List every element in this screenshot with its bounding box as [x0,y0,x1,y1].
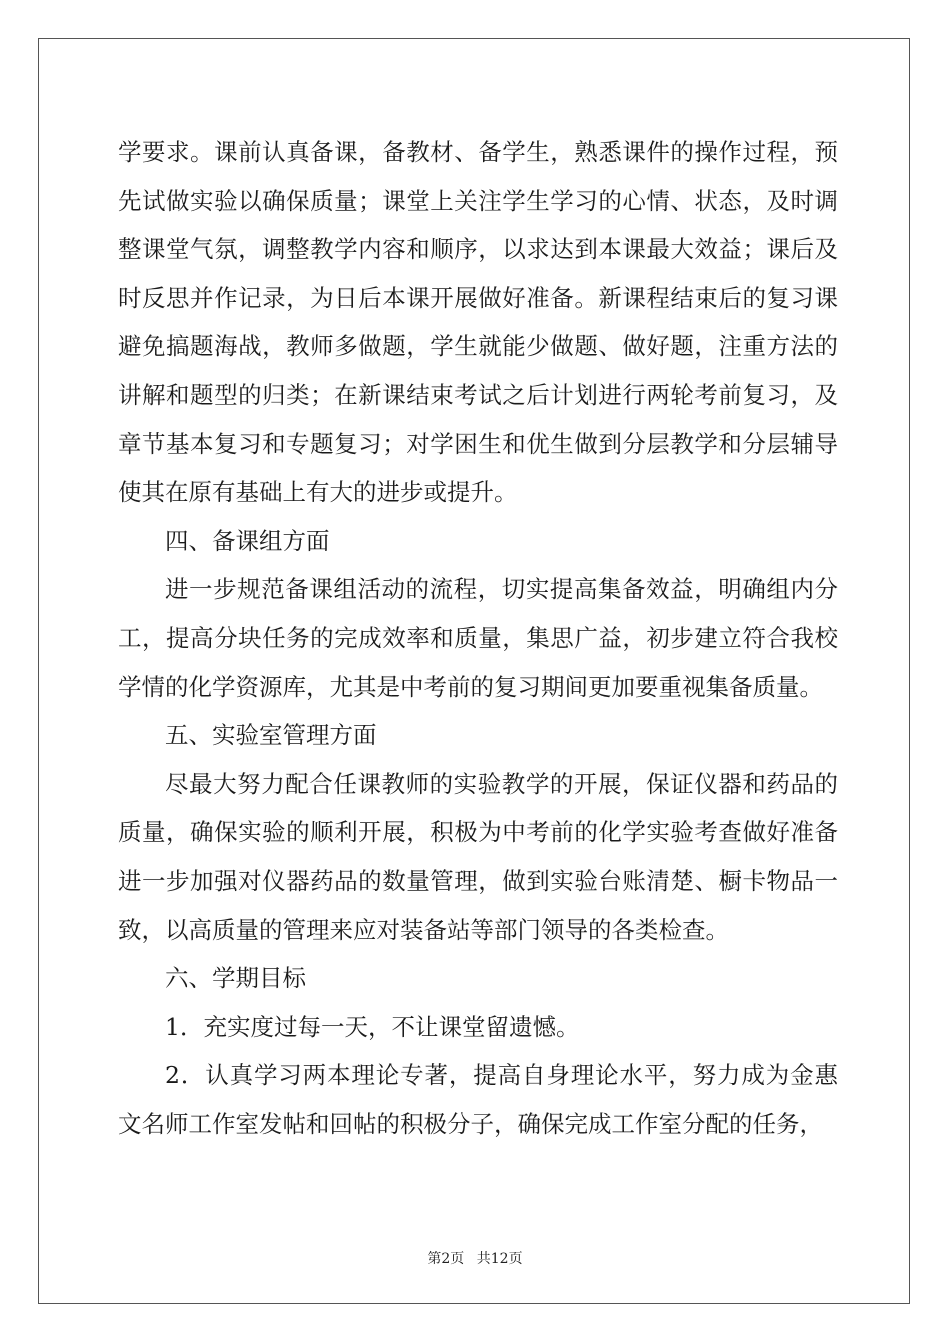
text-line: 整课堂气氛，调整教学内容和顺序，以求达到本课最大效益；课后及 [118,235,838,264]
page-footer [0,1248,950,1268]
text-line: 时反思并作记录，为日后本课开展做好准备。新课程结束后的复习课 [118,283,838,312]
text-line: 避免搞题海战，教师多做题，学生就能少做题、做好题，注重方法的 [118,332,838,361]
page-total: 共12页 [476,1251,523,1267]
text-line: 1．充实度过每一天，不让课堂留遗憾。 [165,1012,580,1041]
text-line: 学情的化学资源库，尤其是中考前的复习期间更加要重视集备质量。 [118,672,823,701]
text-line: 尽最大努力配合任课教师的实验教学的开展，保证仪器和药品的 [165,769,838,798]
text-line: 2．认真学习两本理论专著，提高自身理论水平，努力成为金惠 [165,1061,838,1090]
text-line: 先试做实验以确保质量；课堂上关注学生学习的心情、状态，及时调 [118,186,838,215]
text-line: 文名师工作室发帖和回帖的积极分子，确保完成工作室分配的任务， [118,1109,823,1138]
page-number: 第2页 [427,1251,465,1267]
text-line: 工，提高分块任务的完成效率和质量，集思广益，初步建立符合我校 [118,623,838,652]
text-line: 章节基本复习和专题复习；对学困生和优生做到分层教学和分层辅导 [118,429,838,458]
text-line: 四、备课组方面 [165,526,330,555]
text-line: 进一步加强对仪器药品的数量管理，做到实验台账清楚、橱卡物品一 [118,866,838,895]
text-line: 质量，确保实验的顺利开展，积极为中考前的化学实验考查做好准备 [118,818,838,847]
document-body [118,128,838,1148]
text-line: 致，以高质量的管理来应对装备站等部门领导的各类检查。 [118,915,729,944]
text-line: 学要求。课前认真备课，备教材、备学生，熟悉课件的操作过程，预 [118,138,838,166]
text-line: 使其在原有基础上有大的进步或提升。 [118,478,518,507]
text-line: 讲解和题型的归类；在新课结束考试之后计划进行两轮考前复习，及 [118,380,838,409]
text-line: 六、学期目标 [165,964,306,993]
text-line: 五、实验室管理方面 [165,721,377,750]
text-line: 进一步规范备课组活动的流程，切实提高集备效益，明确组内分 [165,575,838,604]
